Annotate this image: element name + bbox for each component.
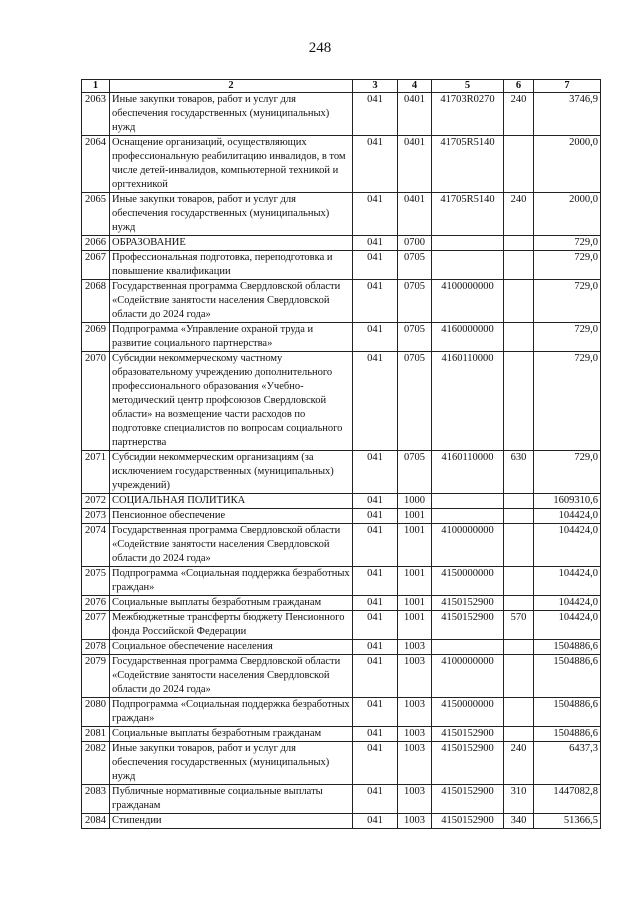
table-row xyxy=(82,251,601,280)
row-section-code: 1003 xyxy=(398,727,432,742)
row-name: Социальные выплаты безработным гражданам xyxy=(110,596,353,611)
row-name: Государственная программа Свердловской области «Содействие занятости населения Свердловской области до 2024 года» xyxy=(110,655,353,698)
row-amount: 2000,0 xyxy=(534,136,601,193)
row-expense-type-code xyxy=(504,524,534,567)
row-section-code: 1003 xyxy=(398,814,432,829)
table-row xyxy=(82,785,601,814)
row-section-code: 1001 xyxy=(398,567,432,596)
row-section-code: 1001 xyxy=(398,611,432,640)
row-expense-type-code: 310 xyxy=(504,785,534,814)
row-amount: 2000,0 xyxy=(534,193,601,236)
table-body xyxy=(82,93,601,829)
row-target-code xyxy=(432,251,504,280)
row-grbs-code: 041 xyxy=(353,451,398,494)
row-number: 2081 xyxy=(82,727,110,742)
table-row xyxy=(82,567,601,596)
row-grbs-code: 041 xyxy=(353,352,398,451)
row-grbs-code: 041 xyxy=(353,567,398,596)
row-section-code: 0401 xyxy=(398,193,432,236)
table-row xyxy=(82,742,601,785)
table-row xyxy=(82,93,601,136)
row-amount: 1504886,6 xyxy=(534,727,601,742)
row-amount: 729,0 xyxy=(534,352,601,451)
row-target-code: 4100000000 xyxy=(432,655,504,698)
budget-table xyxy=(81,79,601,829)
row-expense-type-code: 570 xyxy=(504,611,534,640)
row-target-code: 41703R0270 xyxy=(432,93,504,136)
row-expense-type-code xyxy=(504,567,534,596)
row-target-code: 4160000000 xyxy=(432,323,504,352)
row-section-code: 0401 xyxy=(398,136,432,193)
row-amount: 104424,0 xyxy=(534,567,601,596)
row-number: 2071 xyxy=(82,451,110,494)
row-amount: 104424,0 xyxy=(534,524,601,567)
header-col-5: 5 xyxy=(432,80,504,93)
row-name: Государственная программа Свердловской области «Содействие занятости населения Свердловской области до 2024 года» xyxy=(110,524,353,567)
row-grbs-code: 041 xyxy=(353,596,398,611)
row-number: 2073 xyxy=(82,509,110,524)
row-section-code: 1003 xyxy=(398,655,432,698)
row-grbs-code: 041 xyxy=(353,280,398,323)
row-amount: 51366,5 xyxy=(534,814,601,829)
header-col-7: 7 xyxy=(534,80,601,93)
row-grbs-code: 041 xyxy=(353,640,398,655)
row-name: Межбюджетные трансферты бюджету Пенсионного фонда Российской Федерации xyxy=(110,611,353,640)
row-target-code: 4100000000 xyxy=(432,524,504,567)
row-grbs-code: 041 xyxy=(353,814,398,829)
row-target-code: 4160110000 xyxy=(432,451,504,494)
row-section-code: 0401 xyxy=(398,93,432,136)
table-header-row xyxy=(82,80,601,93)
table-row xyxy=(82,280,601,323)
row-grbs-code: 041 xyxy=(353,655,398,698)
row-name: Пенсионное обеспечение xyxy=(110,509,353,524)
row-number: 2080 xyxy=(82,698,110,727)
row-target-code: 4150152900 xyxy=(432,742,504,785)
table-row xyxy=(82,655,601,698)
row-expense-type-code xyxy=(504,323,534,352)
row-amount: 1609310,6 xyxy=(534,494,601,509)
header-col-1: 1 xyxy=(82,80,110,93)
row-amount: 6437,3 xyxy=(534,742,601,785)
row-name: Подпрограмма «Управление охраной труда и развитие социального партнерства» xyxy=(110,323,353,352)
row-amount: 104424,0 xyxy=(534,509,601,524)
row-grbs-code: 041 xyxy=(353,727,398,742)
row-number: 2074 xyxy=(82,524,110,567)
row-amount: 3746,9 xyxy=(534,93,601,136)
row-number: 2072 xyxy=(82,494,110,509)
table-row xyxy=(82,814,601,829)
row-amount: 729,0 xyxy=(534,251,601,280)
table-row xyxy=(82,323,601,352)
row-number: 2069 xyxy=(82,323,110,352)
row-section-code: 1003 xyxy=(398,742,432,785)
row-expense-type-code xyxy=(504,509,534,524)
row-expense-type-code: 340 xyxy=(504,814,534,829)
table-row xyxy=(82,193,601,236)
row-expense-type-code xyxy=(504,596,534,611)
row-expense-type-code xyxy=(504,727,534,742)
row-section-code: 0705 xyxy=(398,251,432,280)
row-name: СОЦИАЛЬНАЯ ПОЛИТИКА xyxy=(110,494,353,509)
row-grbs-code: 041 xyxy=(353,698,398,727)
row-section-code: 0705 xyxy=(398,280,432,323)
row-number: 2084 xyxy=(82,814,110,829)
row-number: 2070 xyxy=(82,352,110,451)
row-name: Публичные нормативные социальные выплаты гражданам xyxy=(110,785,353,814)
row-section-code: 1003 xyxy=(398,785,432,814)
row-number: 2065 xyxy=(82,193,110,236)
row-name: Иные закупки товаров, работ и услуг для обеспечения государственных (муниципальных) нужд xyxy=(110,93,353,136)
table-row xyxy=(82,640,601,655)
row-number: 2064 xyxy=(82,136,110,193)
row-grbs-code: 041 xyxy=(353,193,398,236)
row-amount: 1447082,8 xyxy=(534,785,601,814)
row-number: 2075 xyxy=(82,567,110,596)
table-row xyxy=(82,136,601,193)
row-section-code: 1001 xyxy=(398,596,432,611)
row-number: 2083 xyxy=(82,785,110,814)
row-grbs-code: 041 xyxy=(353,251,398,280)
row-number: 2066 xyxy=(82,236,110,251)
header-col-4: 4 xyxy=(398,80,432,93)
row-grbs-code: 041 xyxy=(353,93,398,136)
row-target-code: 4150152900 xyxy=(432,596,504,611)
row-amount: 104424,0 xyxy=(534,596,601,611)
row-name: Подпрограмма «Социальная поддержка безработных граждан» xyxy=(110,567,353,596)
row-section-code: 1003 xyxy=(398,640,432,655)
row-target-code: 4160110000 xyxy=(432,352,504,451)
row-expense-type-code xyxy=(504,251,534,280)
table-row xyxy=(82,596,601,611)
row-grbs-code: 041 xyxy=(353,323,398,352)
row-number: 2078 xyxy=(82,640,110,655)
row-amount: 1504886,6 xyxy=(534,698,601,727)
row-target-code: 4150152900 xyxy=(432,785,504,814)
row-expense-type-code xyxy=(504,640,534,655)
row-name: Профессиональная подготовка, переподготовка и повышение квалификации xyxy=(110,251,353,280)
row-grbs-code: 041 xyxy=(353,136,398,193)
row-name: Социальные выплаты безработным гражданам xyxy=(110,727,353,742)
row-expense-type-code xyxy=(504,236,534,251)
row-grbs-code: 041 xyxy=(353,509,398,524)
row-amount: 1504886,6 xyxy=(534,640,601,655)
row-grbs-code: 041 xyxy=(353,524,398,567)
header-col-6: 6 xyxy=(504,80,534,93)
row-section-code: 1000 xyxy=(398,494,432,509)
row-name: Государственная программа Свердловской области «Содействие занятости населения Свердловской области до 2024 года» xyxy=(110,280,353,323)
row-name: Оснащение организаций, осуществляющих профессиональную реабилитацию инвалидов, в том числе детей-инвалидов, компьютерной техникой и оргтехникой xyxy=(110,136,353,193)
row-target-code xyxy=(432,494,504,509)
table-row xyxy=(82,509,601,524)
row-target-code xyxy=(432,236,504,251)
row-target-code xyxy=(432,640,504,655)
row-target-code: 4150152900 xyxy=(432,611,504,640)
row-expense-type-code xyxy=(504,494,534,509)
row-expense-type-code xyxy=(504,280,534,323)
row-target-code: 4100000000 xyxy=(432,280,504,323)
row-amount: 1504886,6 xyxy=(534,655,601,698)
row-amount: 729,0 xyxy=(534,323,601,352)
row-expense-type-code xyxy=(504,698,534,727)
row-expense-type-code xyxy=(504,352,534,451)
table-row xyxy=(82,451,601,494)
row-name: Иные закупки товаров, работ и услуг для обеспечения государственных (муниципальных) нужд xyxy=(110,193,353,236)
row-grbs-code: 041 xyxy=(353,742,398,785)
row-target-code: 4150000000 xyxy=(432,698,504,727)
row-expense-type-code: 240 xyxy=(504,742,534,785)
row-name: Социальное обеспечение населения xyxy=(110,640,353,655)
row-name: Подпрограмма «Социальная поддержка безработных граждан» xyxy=(110,698,353,727)
row-section-code: 1001 xyxy=(398,509,432,524)
table-row xyxy=(82,352,601,451)
row-expense-type-code xyxy=(504,655,534,698)
row-expense-type-code: 240 xyxy=(504,93,534,136)
row-grbs-code: 041 xyxy=(353,494,398,509)
table-row xyxy=(82,611,601,640)
row-target-code: 41705R5140 xyxy=(432,136,504,193)
table-row xyxy=(82,727,601,742)
row-section-code: 1001 xyxy=(398,524,432,567)
row-amount: 729,0 xyxy=(534,236,601,251)
header-col-3: 3 xyxy=(353,80,398,93)
row-section-code: 0705 xyxy=(398,352,432,451)
row-number: 2063 xyxy=(82,93,110,136)
row-grbs-code: 041 xyxy=(353,611,398,640)
row-name: Субсидии некоммерческим организациям (за исключением государственных (муниципальных) учреждений) xyxy=(110,451,353,494)
row-expense-type-code: 240 xyxy=(504,193,534,236)
row-number: 2076 xyxy=(82,596,110,611)
row-number: 2077 xyxy=(82,611,110,640)
header-col-2: 2 xyxy=(110,80,353,93)
table-row xyxy=(82,236,601,251)
table-row xyxy=(82,524,601,567)
row-section-code: 1003 xyxy=(398,698,432,727)
row-amount: 729,0 xyxy=(534,280,601,323)
row-target-code xyxy=(432,509,504,524)
row-amount: 729,0 xyxy=(534,451,601,494)
row-section-code: 0705 xyxy=(398,451,432,494)
row-expense-type-code xyxy=(504,136,534,193)
row-number: 2082 xyxy=(82,742,110,785)
row-target-code: 4150000000 xyxy=(432,567,504,596)
row-grbs-code: 041 xyxy=(353,236,398,251)
row-name: Иные закупки товаров, работ и услуг для обеспечения государственных (муниципальных) нужд xyxy=(110,742,353,785)
row-target-code: 4150152900 xyxy=(432,727,504,742)
row-amount: 104424,0 xyxy=(534,611,601,640)
row-section-code: 0700 xyxy=(398,236,432,251)
row-target-code: 41705R5140 xyxy=(432,193,504,236)
row-number: 2079 xyxy=(82,655,110,698)
row-expense-type-code: 630 xyxy=(504,451,534,494)
row-target-code: 4150152900 xyxy=(432,814,504,829)
page-number: 248 xyxy=(308,40,332,56)
row-number: 2068 xyxy=(82,280,110,323)
table-row xyxy=(82,494,601,509)
row-grbs-code: 041 xyxy=(353,785,398,814)
row-name: Стипендии xyxy=(110,814,353,829)
table-row xyxy=(82,698,601,727)
row-name: ОБРАЗОВАНИЕ xyxy=(110,236,353,251)
row-name: Субсидии некоммерческому частному образовательному учреждению дополнительного профессионального образования «Учебно-методический центр профсоюзов Свердловской области» на возмещение части расходов по подготовке специалистов по вопросам социального партнерства xyxy=(110,352,353,451)
row-number: 2067 xyxy=(82,251,110,280)
row-section-code: 0705 xyxy=(398,323,432,352)
